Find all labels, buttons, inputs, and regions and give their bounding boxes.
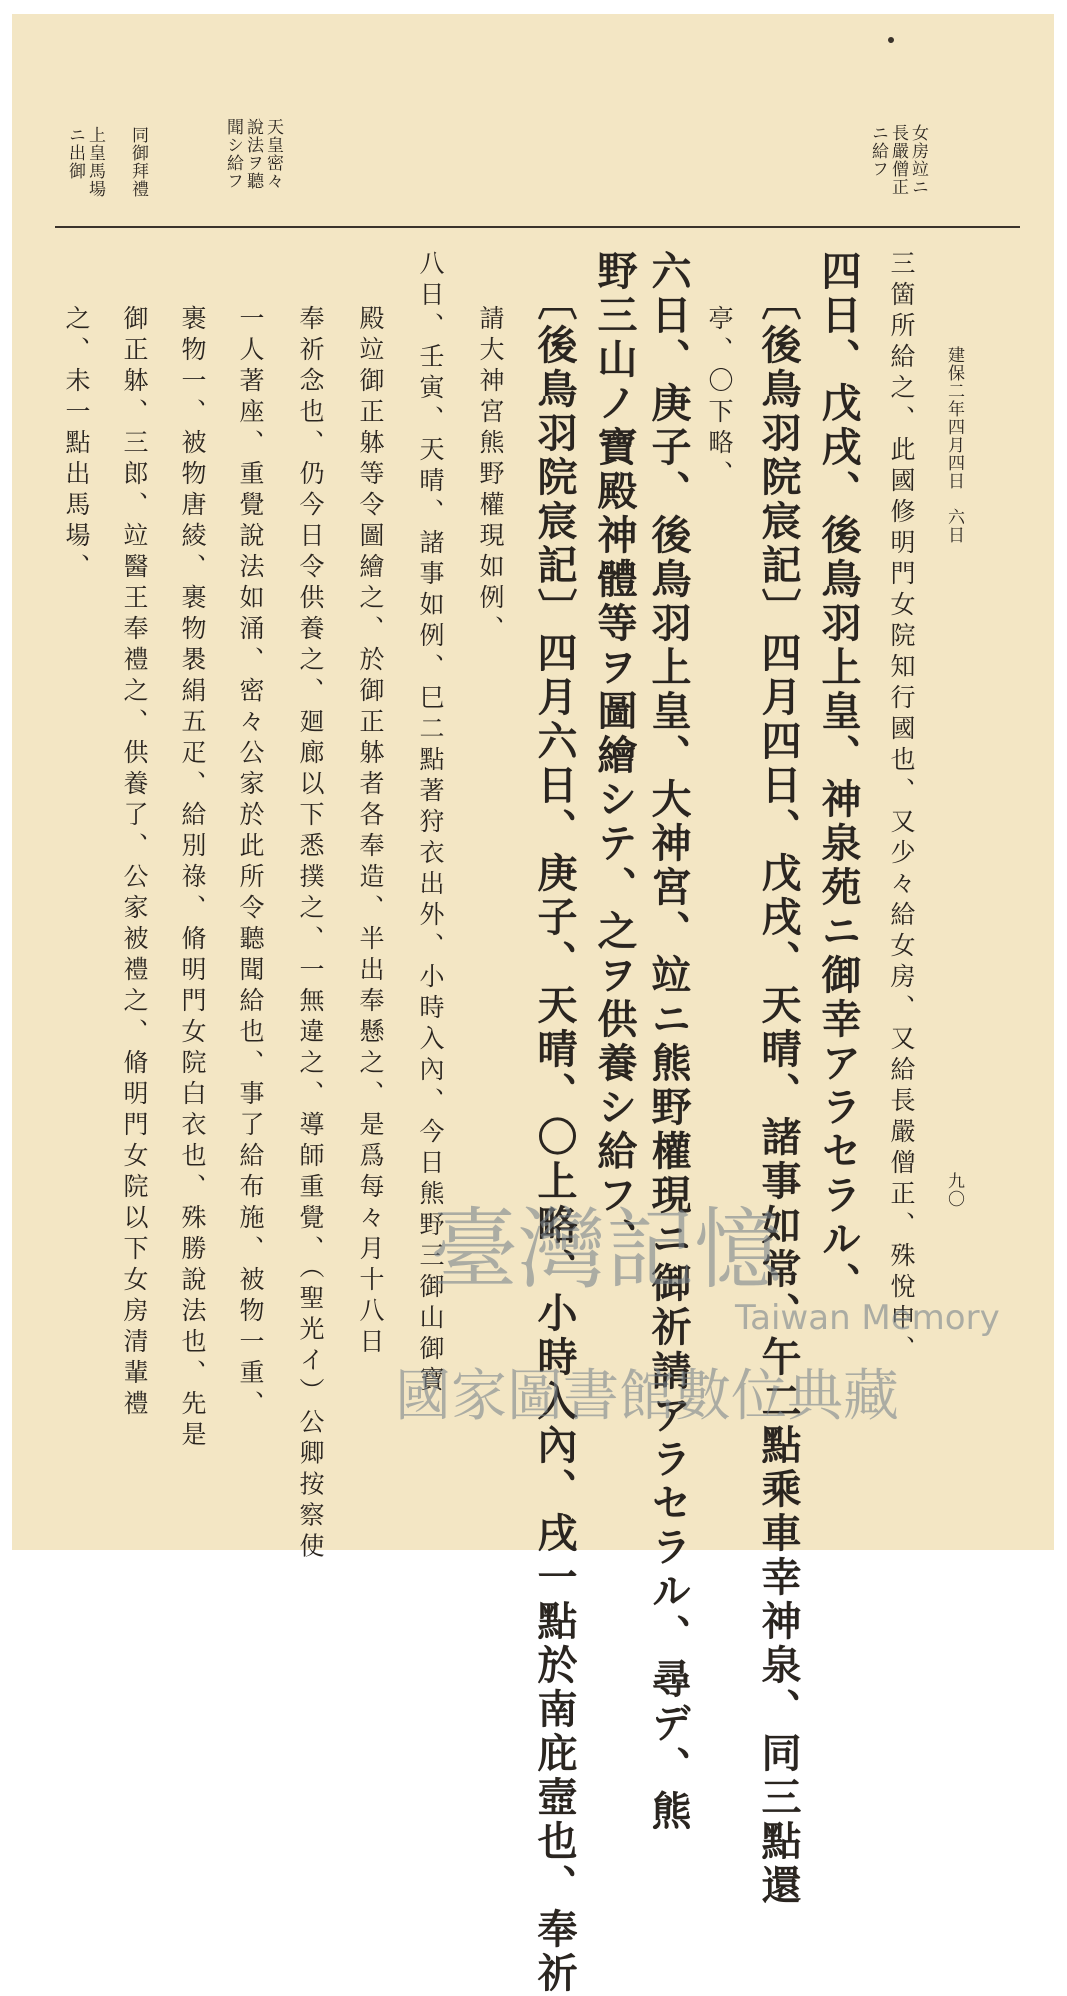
body-line-9: 八日、壬寅、天晴、諸事如例、巳二點著狩衣出外、小時入內、今日熊野三御山御寶 xyxy=(416,250,445,1397)
margin-note-2: 天皇密々 說法ヲ聽 聞シ給フ xyxy=(223,118,283,190)
page-number: 九〇 xyxy=(944,1172,964,1208)
body-line-5: 六日、庚子、後鳥羽上皇、大神宮、竝ニ熊野權現ニ御祈請アラセラル、尋デ、熊 xyxy=(645,250,692,1834)
body-line-4: 亭、〇下略、 xyxy=(705,305,734,491)
body-line-10: 殿竝御正躰等令圖繪之、於御正躰者各奉造、半出奉懸之、是爲每々月十八日 xyxy=(356,305,385,1359)
page-dot xyxy=(888,37,894,43)
body-line-1: 三箇所給之、此國修明門女院知行國也、又少々給女房、又給長嚴僧正、殊悅申、 xyxy=(887,250,916,1366)
body-line-8: 請大神宮熊野權現如例、 xyxy=(476,305,505,646)
body-line-6: 野三山ノ寶殿神體等ヲ圖繪シテ、之ヲ供養シ給フ、 xyxy=(591,250,638,1262)
body-line-11: 奉祈念也、仍今日令供養之、廻廊以下悉撲之、一無違之、導師重覺、（聖光イ）公卿按察使 xyxy=(296,305,325,1564)
watermark-logo-text: 臺灣記憶 xyxy=(430,1198,783,1301)
margin-note-1: 女房竝ニ 長嚴僧正 ニ給フ xyxy=(868,124,928,196)
body-line-12: 一人著座、重覺說法如涌、密々公家於此所令聽聞給也、事了給布施、被物一重、 xyxy=(236,305,265,1421)
watermark-english: Taiwan Memory xyxy=(735,1298,1000,1338)
running-title: 建保二年四月四日 六日 xyxy=(944,346,964,544)
body-line-15: 之、未一點出馬場、 xyxy=(62,305,91,584)
header-rule xyxy=(55,226,1020,228)
watermark-library: 國家圖書館數位典藏 xyxy=(395,1364,899,1429)
body-line-2: 四日、戊戌、後鳥羽上皇、神泉苑ニ御幸アラセラル、 xyxy=(815,250,862,1306)
body-line-7: 〔後鳥羽院宸記〕四月六日、庚子、天晴、〇上略、小時入內、戌一點於南庇壼也、奉祈 xyxy=(531,280,578,1996)
margin-note-4: 上皇馬場 ニ出御 xyxy=(65,126,105,198)
margin-note-3: 同御拜禮 xyxy=(128,126,148,198)
body-line-3: 〔後鳥羽院宸記〕四月四日、戊戌、天晴、諸事如常、午二點乘車幸神泉、同三點還 xyxy=(755,280,802,1908)
body-line-14: 御正躰、三郎、竝醫王奉禮之、供養了、公家被禮之、脩明門女院以下女房清輩禮 xyxy=(120,305,149,1421)
body-line-13: 裹物一、被物唐綾、裹物褁絹五疋、給別祿、脩明門女院白衣也、殊勝說法也、先是 xyxy=(178,305,207,1452)
